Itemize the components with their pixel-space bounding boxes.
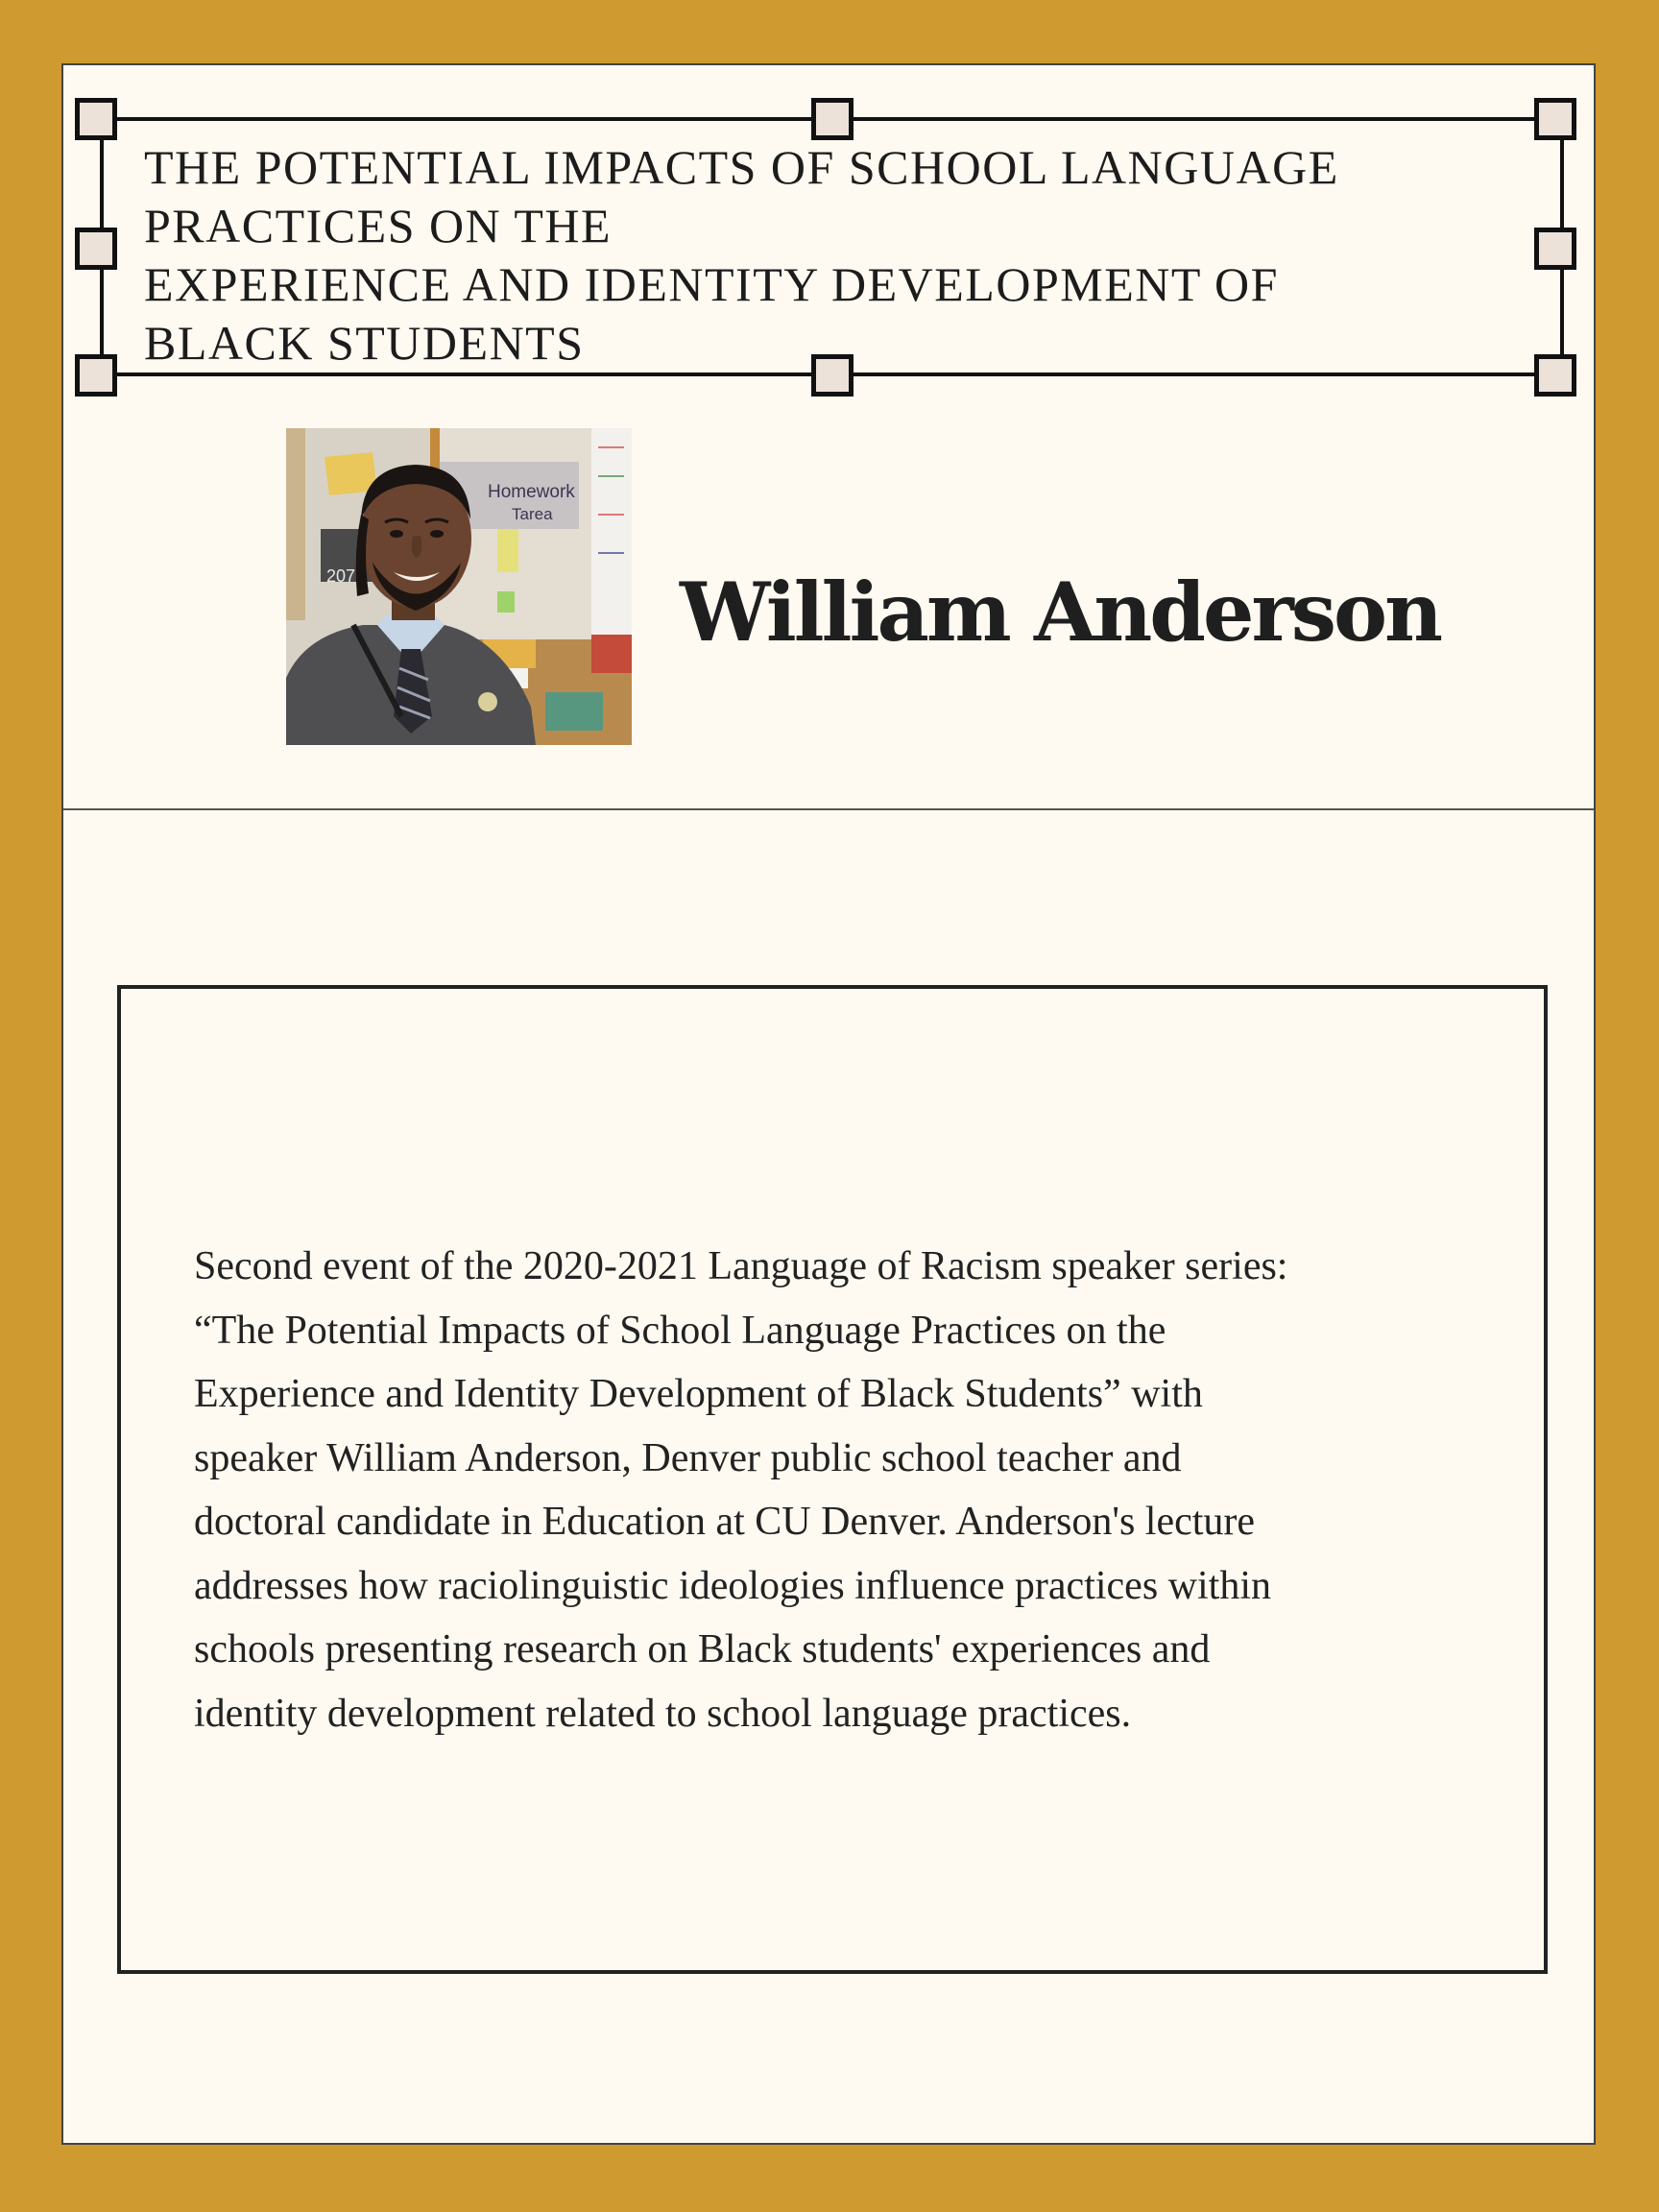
frame-handle-middle-right: [1534, 228, 1576, 270]
flyer-card: [61, 63, 1596, 2145]
description-line: Second event of the 2020-2021 Language of Racism speaker series:: [194, 1244, 1288, 1288]
sign-homework-text: Homework: [488, 482, 575, 502]
description-line: Experience and Identity Development of Black Students” with: [194, 1372, 1203, 1416]
description-line: addresses how raciolinguistic ideologies influence practices within: [194, 1563, 1272, 1608]
event-title-line: BLACK STUDENTS: [144, 316, 585, 370]
description-line: doctoral candidate in Education at CU Denver. Anderson's lecture: [194, 1500, 1256, 1544]
speaker-photo: [286, 428, 632, 745]
room-number-text: 207: [326, 566, 356, 586]
frame-handle-top-middle: [811, 98, 854, 140]
header-section: [63, 65, 1594, 810]
event-title-line: EXPERIENCE AND IDENTITY DEVELOPMENT OF: [144, 257, 1279, 311]
event-title-line: THE POTENTIAL IMPACTS OF SCHOOL LANGUAGE: [144, 140, 1339, 194]
speaker-name: William Anderson: [680, 565, 1441, 660]
event-description: [194, 1235, 1471, 1745]
description-line: speaker William Anderson, Denver public school teacher and: [194, 1435, 1182, 1480]
frame-handle-bottom-left: [75, 354, 117, 397]
event-title-line: PRACTICES ON THE: [144, 199, 613, 252]
event-title: [144, 138, 1469, 373]
description-line: “The Potential Impacts of School Language Practices on the: [194, 1308, 1166, 1353]
sign-tarea-text: Tarea: [512, 505, 553, 523]
frame-handle-top-left: [75, 98, 117, 140]
description-line: schools presenting research on Black students' experiences and: [194, 1627, 1211, 1671]
description-line: identity development related to school language practices.: [194, 1691, 1132, 1736]
description-box: [117, 985, 1548, 1974]
frame-handle-bottom-right: [1534, 354, 1576, 397]
frame-handle-top-right: [1534, 98, 1576, 140]
frame-handle-middle-left: [75, 228, 117, 270]
